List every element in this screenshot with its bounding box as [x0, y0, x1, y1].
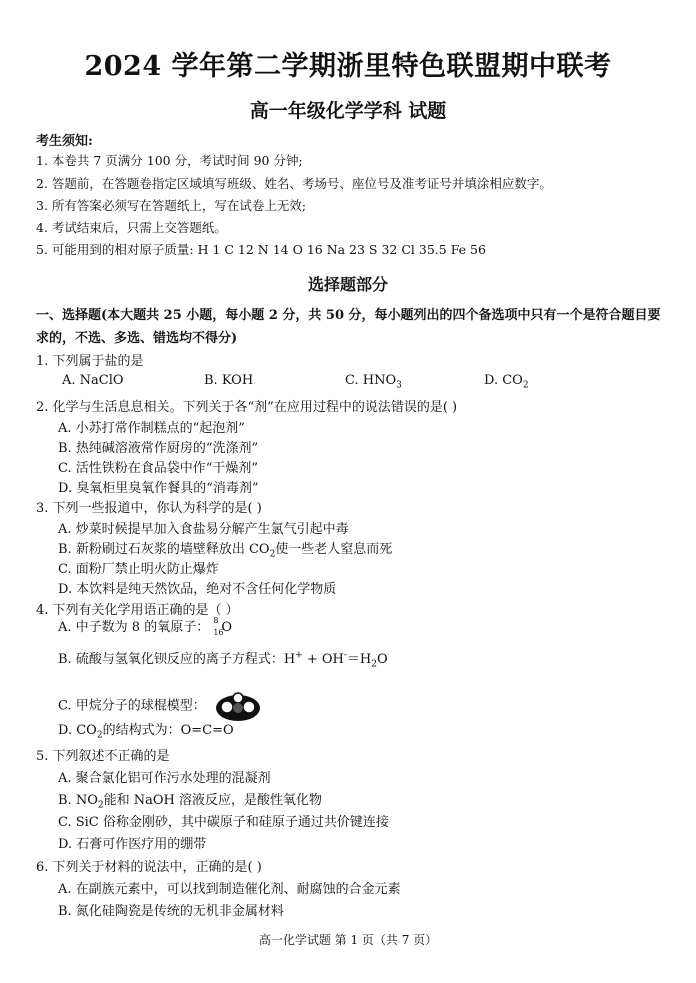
section-instruction: 一、选择题(本大题共 25 小题，每小题 2 分，共 50 分，每小题列出的四个备选项中只有一个是符合题目要求的，不选、多选、错选均不得分)	[36, 308, 661, 346]
q1-option-c: C. $HNO_3$	[345, 373, 402, 391]
notice-item: 3. 所有答案必须写在答题纸上，写在试卷上无效;	[36, 198, 307, 213]
question-5-stem: 5. 下列叙述不正确的是	[36, 749, 170, 764]
q4-option-a: A. 中子数为 8 的氧原子： 8 16 O	[58, 615, 233, 637]
exam-subtitle: 高一年级化学学科 试题	[249, 100, 447, 122]
q5-option-a: A. 聚合氯化铝可作污水处理的混凝剂	[58, 771, 271, 786]
q5-option-d: D. 石膏可作医疗用的绷带	[58, 837, 207, 852]
q5-option-b: B. $NO_2$能和 NaOH 溶液反应，是酸性氧化物	[58, 793, 322, 811]
q2-option-a: A. 小苏打常作制糕点的“起泡剂”	[58, 421, 245, 436]
q1-option-a: A. NaClO	[62, 373, 124, 388]
q4-option-b: B. 硫酸与氢氧化钡反应的离子方程式：$H^+ + OH^-=H_2O$	[58, 650, 388, 670]
q6-option-a: A. 在副族元素中，可以找到制造催化剂、耐腐蚀的合金元素	[58, 882, 401, 897]
notice-item: 4. 考试结束后，只需上交答题纸。	[36, 220, 227, 235]
q2-option-b: B. 热纯碱溶液常作厨房的“洗涤剂”	[58, 441, 259, 456]
notice-item: 2. 答题前，在答题卷指定区域填写班级、姓名、考场号、座位号及准考证号并填涂相应数字。	[36, 176, 552, 191]
notice-item: 5. 可能用到的相对原子质量: H 1 C 12 N 14 O 16 Na 23 S 32 Cl 35.5 Fe 56	[36, 242, 486, 257]
q2-option-d: D. 臭氧柜里臭氧作餐具的“消毒剂”	[58, 481, 259, 496]
exam-title: 2024 学年第二学期浙里特色联盟期中联考	[84, 51, 612, 82]
q3-option-c: C. 面粉厂禁止明火防止爆炸	[58, 562, 219, 577]
notice-heading: 考生须知:	[36, 134, 93, 149]
question-4-stem: 4. 下列有关化学用语正确的是（ ）	[36, 603, 239, 618]
q2-option-c: C. 活性铁粉在食品袋中作“干燥剂”	[58, 461, 259, 476]
question-2-stem: 2. 化学与生活息息相关。下列关于各“剂”在应用过程中的说法错误的是( )	[36, 400, 458, 415]
q5-option-c: C. SiC 俗称金刚砂，其中碳原子和硅原子通过共价键连接	[58, 815, 389, 830]
q3-option-a: A. 炒菜时候提早加入食盐易分解产生氯气引起中毒	[58, 522, 349, 537]
notice-item: 1. 本卷共 7 页满分 100 分，考试时间 90 分钟;	[36, 153, 303, 168]
q1-option-b: B. KOH	[204, 373, 254, 388]
section-title: 选择题部分	[307, 275, 388, 294]
q3-option-b: B. 新粉刷过石灰浆的墙壁释放出 $CO_2$使一些老人窒息而死	[58, 542, 393, 560]
oxygen-isotope-notation: 8 16 O	[213, 615, 233, 637]
q3-option-d: D. 本饮料是纯天然饮品，绝对不含任何化学物质	[58, 582, 337, 597]
q4-option-c: C. 甲烷分子的球棍模型：	[58, 690, 262, 722]
q6-option-b: B. 氮化硅陶瓷是传统的无机非金属材料	[58, 904, 284, 919]
q4-option-d: D. $CO_2$的结构式为：O=C=O	[58, 723, 234, 741]
page-footer: 高一化学试题 第 1 页（共 7 页）	[258, 933, 438, 947]
methane-ball-stick-model-icon	[214, 690, 262, 722]
question-6-stem: 6. 下列关于材料的说法中，正确的是( )	[36, 860, 262, 875]
question-1-stem: 1. 下列属于盐的是	[36, 354, 144, 369]
question-3-stem: 3. 下列一些报道中，你认为科学的是( )	[36, 501, 262, 516]
q1-option-d: D. $CO_2$	[484, 373, 529, 391]
